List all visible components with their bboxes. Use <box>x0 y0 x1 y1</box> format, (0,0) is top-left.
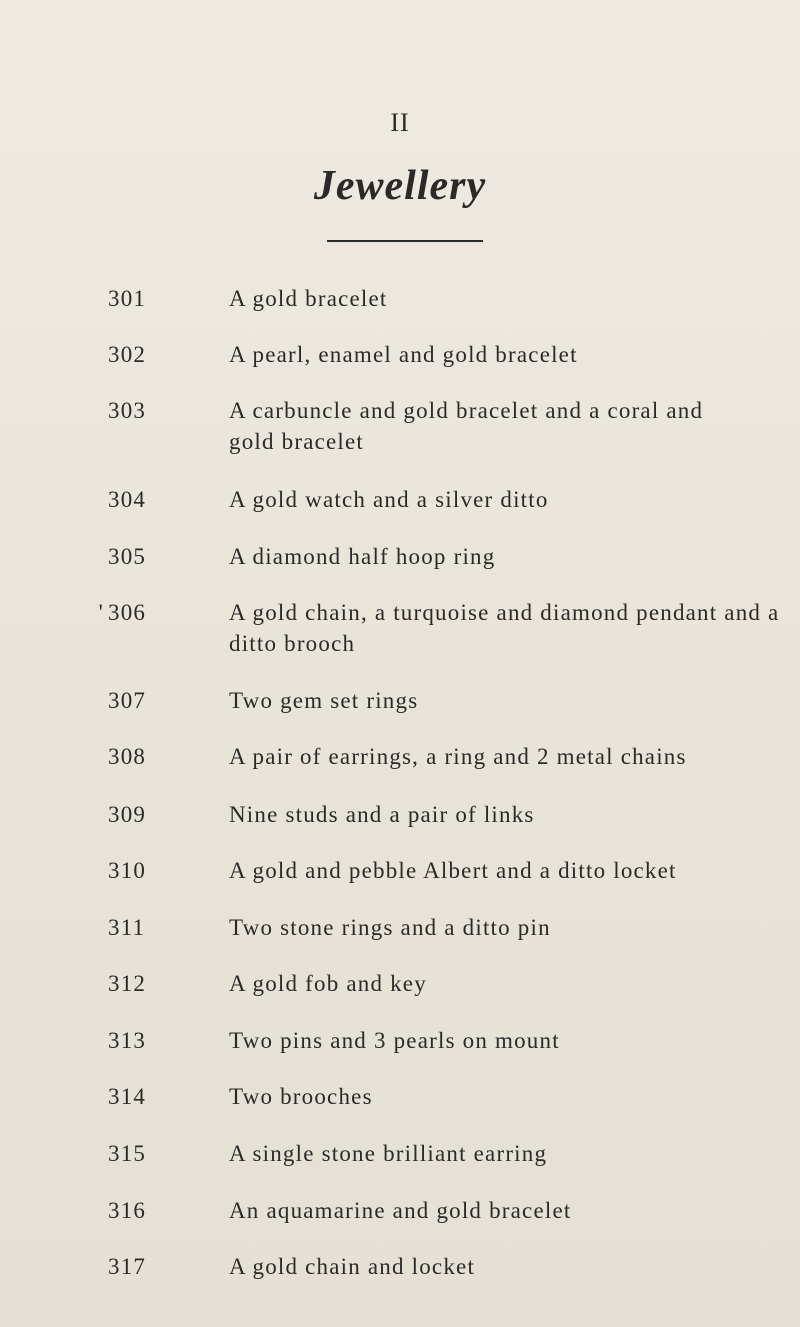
lot-number: 307 <box>108 688 147 713</box>
lot-description: A pearl, enamel and gold bracelet <box>229 342 578 367</box>
lot-number: 302 <box>108 342 147 367</box>
page-number: II <box>390 108 410 137</box>
lot-description: A gold and pebble Albert and a ditto locket <box>229 858 677 883</box>
lot-number: 310 <box>108 858 147 883</box>
lot-description: Two pins and 3 pearls on mount <box>229 1028 560 1053</box>
lot-number: 308 <box>108 744 147 769</box>
lot-description: Two brooches <box>229 1084 373 1109</box>
lot-number: 305 <box>108 544 147 569</box>
lot-number: 316 <box>108 1198 147 1223</box>
lot-description: A carbuncle and gold bracelet and a coral and gold bracelet <box>229 398 704 454</box>
lot-description: A gold bracelet <box>229 286 388 311</box>
lot-number: 317 <box>108 1254 147 1279</box>
lot-number: 314 <box>108 1084 147 1109</box>
lot-description: A gold chain, a turquoise and diamond pendant and a ditto brooch <box>229 600 780 656</box>
lot-number: 311 <box>108 915 146 940</box>
lot-description: A single stone brilliant earring <box>229 1141 548 1166</box>
lot-description: Two gem set rings <box>229 688 419 713</box>
lot-number: 315 <box>108 1141 147 1166</box>
lot-description: A pair of earrings, a ring and 2 metal chains <box>229 744 687 769</box>
lot-number: 304 <box>108 487 147 512</box>
lot-number: 313 <box>108 1028 147 1053</box>
lot-number: 301 <box>108 286 147 311</box>
lot-description: Nine studs and a pair of links <box>229 802 535 827</box>
lot-number: 312 <box>108 971 147 996</box>
lot-description: Two stone rings and a ditto pin <box>229 915 551 940</box>
heading-underline <box>327 240 483 242</box>
lot-description: A gold watch and a silver ditto <box>229 487 549 512</box>
lot-number: 306 <box>108 600 147 625</box>
lot-number: 303 <box>108 398 147 423</box>
lot-number: 309 <box>108 802 147 827</box>
lot-description: An aquamarine and gold bracelet <box>229 1198 572 1223</box>
lot-description: A gold fob and key <box>229 971 427 996</box>
lot-mark: ' <box>98 600 104 625</box>
lot-description: A gold chain and locket <box>229 1254 476 1279</box>
lot-description: A diamond half hoop ring <box>229 544 496 569</box>
section-heading: Jewellery <box>313 163 487 209</box>
